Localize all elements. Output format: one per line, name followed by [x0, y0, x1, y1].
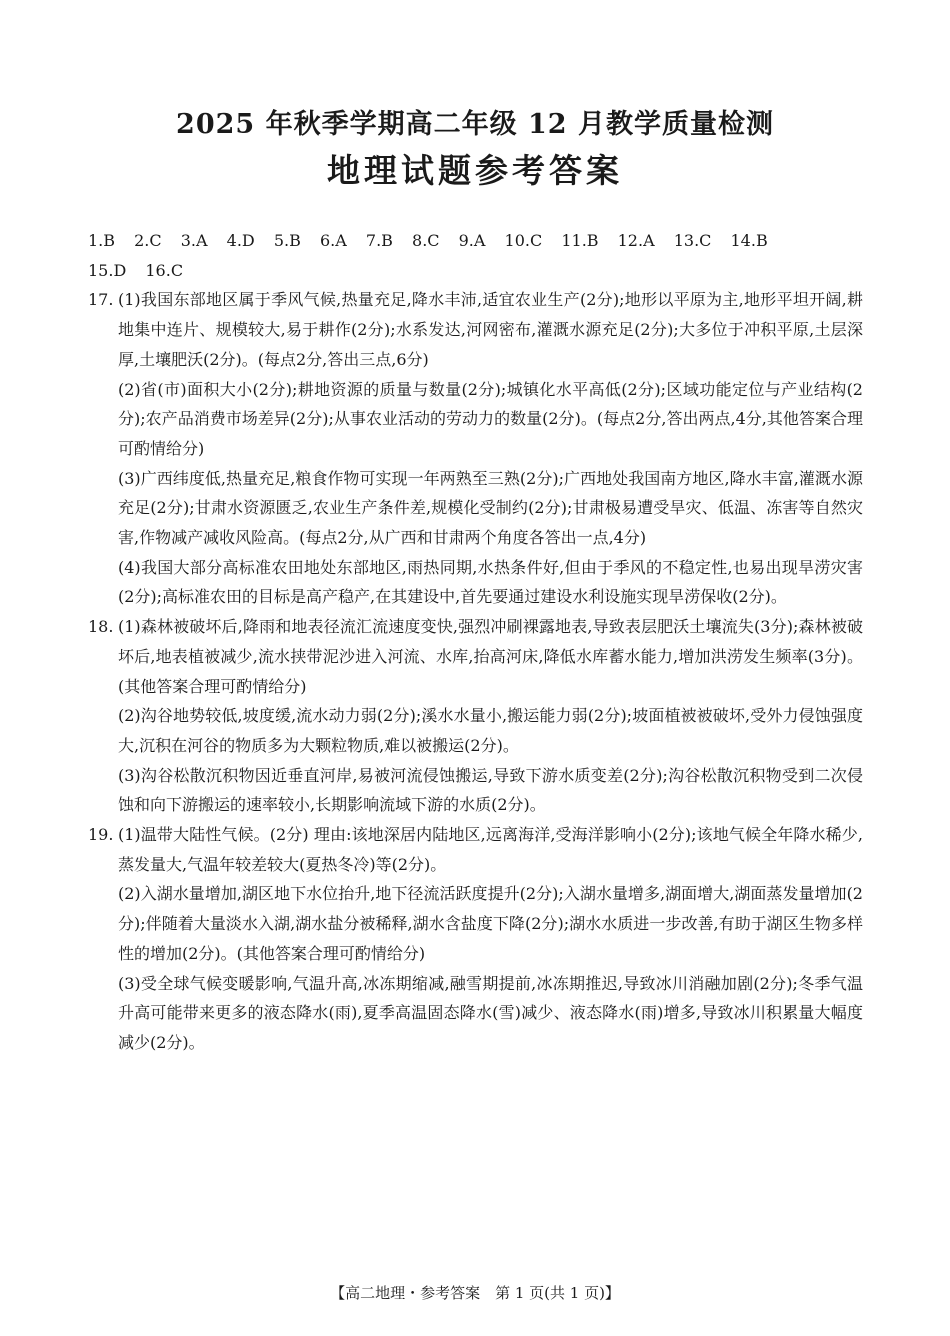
mc-answer: 12.A: [617, 231, 655, 250]
mc-answer: 4.D: [226, 231, 255, 250]
answer-part: (2)入湖水量增加,湖区地下水位抬升,地下径流活跃度提升(2分);入湖水量增多,湖面增大,湖面蒸发量增加(2分);伴随着大量淡水入湖,湖水盐分被稀释,湖水含盐度下降(2分);湖水水质进一步改善,有助于湖区生物多样性的增加(2分)。(其他答案合理可酌情给分): [118, 884, 863, 963]
mc-answers-row-1: [88, 226, 863, 256]
answer-part: (4)我国大部分高标准农田地处东部地区,雨热同期,水热条件好,但由于季风的不稳定性,也易出现旱涝灾害(2分);高标准农田的目标是高产稳产,在其建设中,首先要通过建设水利设施实现旱涝保收(2分)。: [118, 557, 863, 607]
answer-part: (1)温带大陆性气候。(2分) 理由:该地深居内陆地区,远离海洋,受海洋影响小(2分);该地气候全年降水稀少,蒸发量大,气温年较差较大(夏热冬冷)等(2分)。: [118, 825, 863, 874]
mc-answer: 5.B: [273, 231, 301, 250]
answer-part: (2)沟谷地势较低,坡度缓,流水动力弱(2分);溪水水量小,搬运能力弱(2分);坡面植被被破坏,受外力侵蚀强度大,沉积在河谷的物质多为大颗粒物质,难以被搬运(2分)。: [118, 706, 863, 755]
answer-part: (3)广西纬度低,热量充足,粮食作物可实现一年两熟至三熟(2分);广西地处我国南方地区,降水丰富,灌溉水源充足(2分);甘肃水资源匮乏,农业生产条件差,规模化受制约(2分);甘肃极易遭受旱灾、低温、冻害等自然灾害,作物减产减收风险高。(每点2分,从广西和甘肃两个角度各答出一点,4分): [118, 468, 863, 548]
document-subtitle: 地理试题参考答案: [327, 151, 623, 190]
question-number: 17.: [88, 290, 114, 310]
mc-answers-row-2: [88, 256, 863, 286]
mc-answer: 14.B: [730, 231, 768, 250]
document-title: 2025 年秋季学期高二年级 12 月教学质量检测: [176, 109, 774, 140]
mc-answer: 3.A: [180, 231, 208, 250]
mc-answer: 13.C: [673, 231, 712, 250]
mc-answer: 1.B: [88, 231, 116, 250]
mc-answer: 16.C: [145, 260, 184, 280]
question-number: 19.: [88, 825, 114, 845]
question-number: 18.: [88, 617, 114, 637]
answer-part: (1)森林被破坏后,降雨和地表径流汇流速度变快,强烈冲刷裸露地表,导致表层肥沃土壤流失(3分);森林被破坏后,地表植被减少,流水挟带泥沙进入河流、水库,抬高河床,降低水库蓄水能力,增加洪涝发生频率(3分)。(其他答案合理可酌情给分): [118, 617, 863, 696]
question-19: [88, 820, 863, 1058]
mc-answer: 6.A: [319, 231, 347, 250]
mc-answer: 11.B: [561, 231, 599, 250]
answer-part: (3)受全球气候变暖影响,气温升高,冰冻期缩减,融雪期提前,冰冻期推迟,导致冰川消融加剧(2分);冬季气温升高可能带来更多的液态降水(雨),夏季高温固态降水(雪)减少、液态降水(雨)增多,导致冰川积累量大幅度减少(2分)。: [118, 973, 863, 1052]
question-18: [88, 612, 863, 820]
answer-content: [88, 226, 863, 1058]
page-footer: 【高二地理・参考答案 第 1 页(共 1 页)】: [330, 1284, 620, 1302]
mc-answer: 10.C: [504, 231, 543, 250]
mc-answer: 9.A: [458, 231, 486, 250]
answer-part: (2)省(市)面积大小(2分);耕地资源的质量与数量(2分);城镇化水平高低(2分);区域功能定位与产业结构(2分);农产品消费市场差异(2分);从事农业活动的劳动力的数量(2分)。(每点2分,答出两点,4分,其他答案合理可酌情给分): [118, 379, 863, 458]
answer-part: (3)沟谷松散沉积物因近垂直河岸,易被河流侵蚀搬运,导致下游水质变差(2分);沟谷松散沉积物受到二次侵蚀和向下游搬运的速率较小,长期影响流域下游的水质(2分)。: [118, 765, 863, 815]
mc-answer: 8.C: [412, 231, 440, 250]
mc-answer: 2.C: [134, 231, 162, 250]
mc-answer: 15.D: [88, 260, 127, 280]
answer-part: (1)我国东部地区属于季风气候,热量充足,降水丰沛,适宜农业生产(2分);地形以平原为主,地形平坦开阔,耕地集中连片、规模较大,易于耕作(2分);水系发达,河网密布,灌溉水源充足(2分);大多位于冲积平原,土层深厚,土壤肥沃(2分)。(每点2分,答出三点,6分): [118, 290, 863, 369]
mc-answer: 7.B: [365, 231, 393, 250]
question-17: [88, 285, 863, 612]
